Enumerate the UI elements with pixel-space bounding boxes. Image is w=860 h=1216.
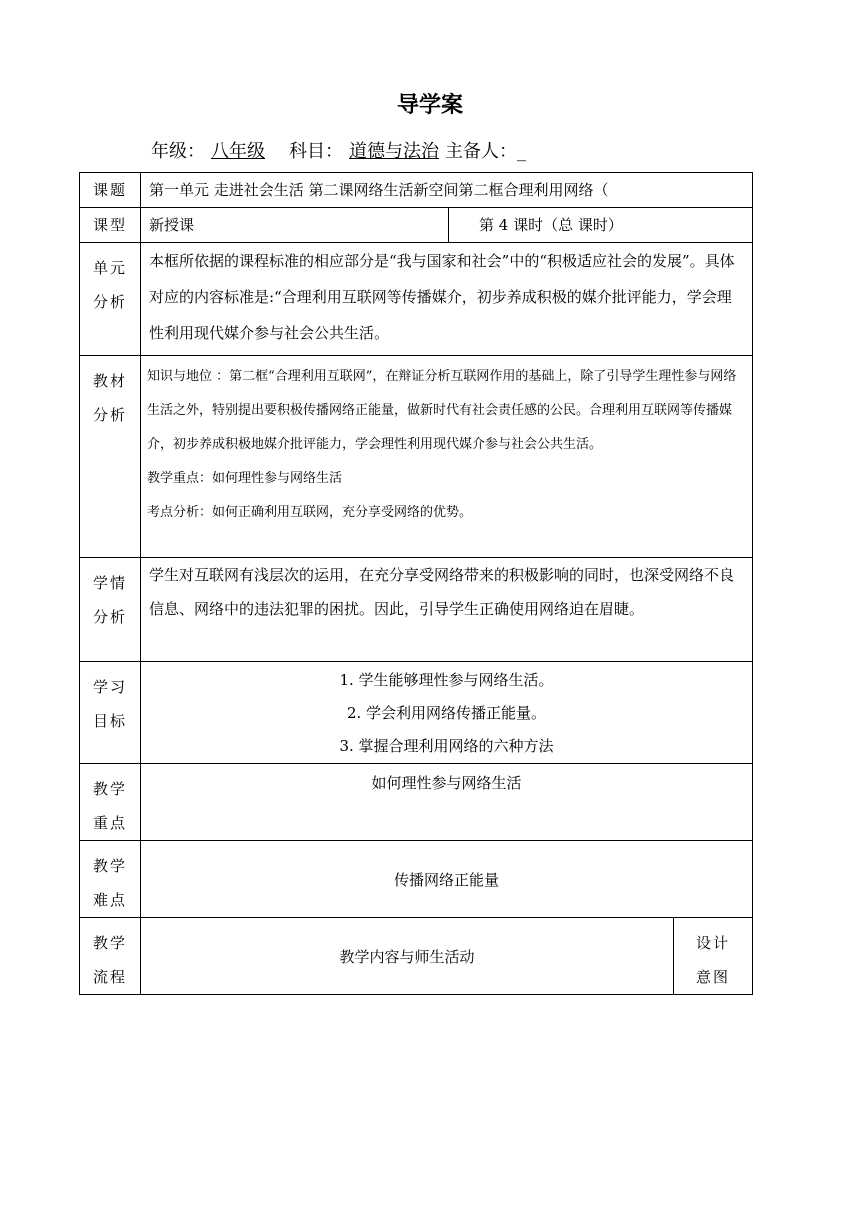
process-content: 教学内容与师生活动 (141, 918, 674, 995)
table-row (80, 173, 753, 208)
subject-value: 道德与法治 (349, 141, 439, 162)
unit-label: 单元 分析 (80, 243, 141, 356)
material-label: 教材 分析 (80, 356, 141, 558)
type-label: 课型 (80, 208, 141, 243)
table-row (80, 662, 753, 764)
table-row (80, 841, 753, 918)
preparer-value: _ (517, 141, 526, 162)
material-analysis: 知识与地位 ：第二框“合理利用互联网”，在辩证分析互联网作用的基础上，除了引导学生理性参与网络生活之外，特别提出要积极传播网络正能量，做新时代有社会责任感的公民。合理利用互联网等传播媒介，初步养成积极地媒介批评能力，学会理性利用现代媒介参与社会公共生活。 (147, 369, 737, 452)
table-row (80, 558, 753, 662)
goal-item: 1. 学生能够理性参与网络生活。 (339, 671, 554, 689)
table-row (80, 208, 753, 243)
learner-label: 学情 分析 (80, 558, 141, 662)
goal-item: 2. 学会利用网络传播正能量。 (346, 704, 547, 722)
table-row (80, 764, 753, 841)
table-row (80, 918, 753, 995)
preparer-label: 主备人： (445, 141, 517, 162)
topic-label: 课题 (80, 173, 141, 208)
difficult-point-value: 传播网络正能量 (141, 841, 753, 918)
unit-analysis: 本框所依据的课程标准的相应部分是“我与国家和社会”中的“积极适应社会的发展”。具体对应的内容标准是:“合理利用互联网等传播媒介，初步养成积极的媒介批评能力，学会理性利用现代媒介参与社会公共生活。 (149, 252, 735, 342)
goal-item: 3. 掌握合理利用网络的六种方法 (339, 737, 554, 755)
table-row (80, 356, 753, 558)
material-key-point: 教学重点：如何理性参与网络生活 (147, 471, 343, 486)
topic-value: 第一单元 走进社会生活 第二课网络生活新空间第二框合理利用网络（ (149, 181, 609, 199)
key-label: 教学 重点 (80, 764, 141, 841)
table-row (80, 243, 753, 356)
learner-analysis: 学生对互联网有浅层次的运用，在充分享受网络带来的积极影响的同时，也深受网络不良信息、网络中的违法犯罪的困扰。因此，引导学生正确使用网络迫在眉睫。 (149, 566, 735, 618)
subject-label: 科目： (289, 141, 343, 162)
type-value: 新授课 (149, 216, 195, 234)
grade-value: 八年级 (211, 141, 265, 162)
material-exam-point: 考点分析：如何正确利用互联网，充分享受网络的优势。 (147, 505, 473, 520)
header-meta (151, 137, 526, 163)
period-value: 第 4 课时（总 课时） (479, 216, 623, 234)
page-title: 导学案 (396, 93, 463, 118)
goals-label: 学习 目标 (80, 662, 141, 764)
grade-label: 年级： (151, 141, 205, 162)
key-point-value: 如何理性参与网络生活 (371, 774, 522, 792)
process-label: 教学 流程 (80, 918, 141, 995)
difficult-label: 教学 难点 (80, 841, 141, 918)
lesson-table (79, 172, 753, 995)
design-intent-label: 设计 意图 (674, 918, 753, 995)
